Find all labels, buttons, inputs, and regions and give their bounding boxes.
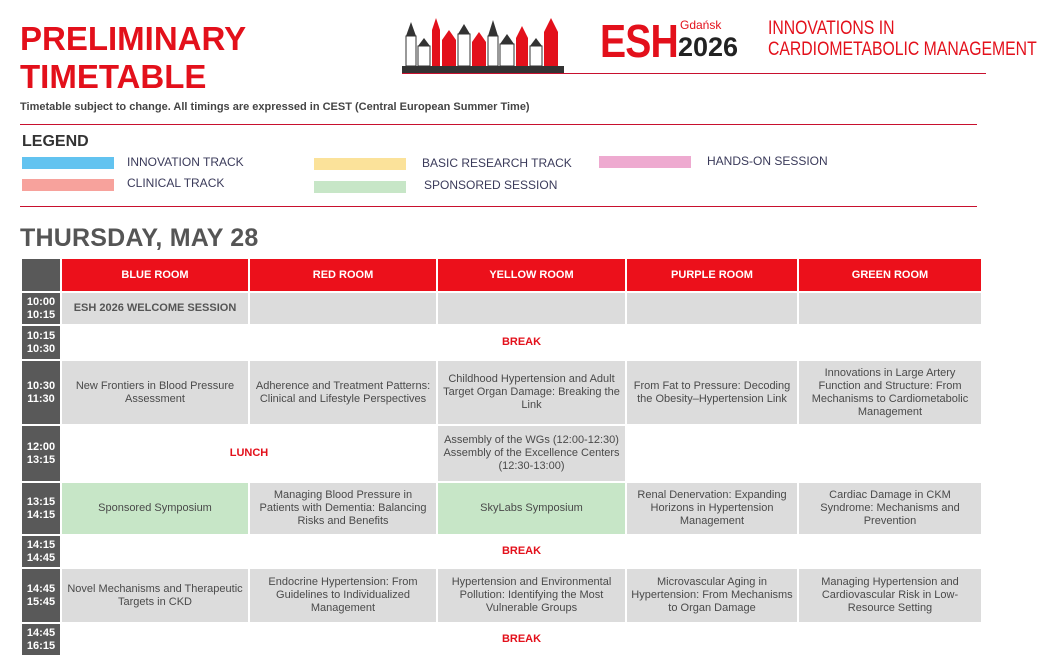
page-title [20, 20, 246, 96]
legend-bottom-divider [20, 206, 977, 207]
room-header-red: RED ROOM [249, 258, 437, 292]
session-cell[interactable]: Cardiac Damage in CKM Syndrome: Mechanisms and Prevention [798, 482, 982, 535]
assembly-excellence-centers: Assembly of the Excellence Centers (12:30-13:00) [443, 447, 620, 472]
assembly-wgs: Assembly of the WGs (12:00-12:30) [444, 434, 619, 446]
session-cell[interactable]: Adherence and Treatment Patterns: Clinical and Lifestyle Perspectives [249, 360, 437, 425]
empty-session-cell [626, 292, 798, 325]
session-cell[interactable]: Sponsored Symposium [61, 482, 249, 535]
table-row [21, 360, 982, 425]
logo-tagline-line-1: INNOVATIONS IN [768, 18, 895, 39]
legend-swatch-basic-research [314, 158, 406, 170]
session-cell[interactable]: New Frontiers in Blood Pressure Assessment [61, 360, 249, 425]
legend-swatch-clinical [22, 179, 114, 191]
logo-brand: ESH [600, 15, 678, 67]
empty-session-cell [798, 292, 982, 325]
legend-swatch-innovation [22, 157, 114, 169]
logo-tagline [768, 18, 1037, 60]
table-row [21, 425, 982, 482]
session-cell[interactable] [437, 425, 626, 482]
legend-label-clinical: CLINICAL TRACK [127, 176, 225, 190]
legend-swatch-sponsored [314, 181, 406, 193]
legend-label-innovation: INNOVATION TRACK [127, 155, 244, 169]
session-cell[interactable]: Managing Blood Pressure in Patients with Dementia: Balancing Risks and Benefits [249, 482, 437, 535]
empty-session-cell [437, 292, 626, 325]
session-cell[interactable]: From Fat to Pressure: Decoding the Obesity–Hypertension Link [626, 360, 798, 425]
title-line-1: PRELIMINARY [20, 20, 247, 57]
table-row [21, 325, 982, 360]
time-cell: 14:45 16:15 [21, 623, 61, 656]
session-cell[interactable]: Childhood Hypertension and Adult Target Organ Damage: Breaking the Link [437, 360, 626, 425]
lunch-label: LUNCH [61, 425, 437, 482]
session-cell[interactable]: Renal Denervation: Expanding Horizons in Hypertension Management [626, 482, 798, 535]
session-cell[interactable]: SkyLabs Symposium [437, 482, 626, 535]
day-heading: THURSDAY, MAY 28 [20, 224, 259, 252]
time-cell: 14:15 14:45 [21, 535, 61, 568]
logo-divider [402, 73, 986, 74]
welcome-session: ESH 2026 WELCOME SESSION [61, 292, 249, 325]
session-cell[interactable]: Hypertension and Environmental Pollution: Identifying the Most Vulnerable Groups [437, 568, 626, 623]
table-row [21, 623, 982, 656]
empty-session-cell [626, 425, 798, 482]
city-skyline-icon [402, 16, 564, 74]
room-header-blue: BLUE ROOM [61, 258, 249, 292]
room-header-green: GREEN ROOM [798, 258, 982, 292]
session-cell[interactable]: Endocrine Hypertension: From Guidelines to Individualized Management [249, 568, 437, 623]
break-label: BREAK [61, 325, 982, 360]
time-cell: 14:45 15:45 [21, 568, 61, 623]
header-corner [21, 258, 61, 292]
legend-label-hands-on: HANDS-ON SESSION [707, 154, 828, 168]
time-cell: 12:00 13:15 [21, 425, 61, 482]
session-cell[interactable]: Innovations in Large Artery Function and Structure: From Mechanisms to Cardiometabolic Management [798, 360, 982, 425]
time-cell: 10:00 10:15 [21, 292, 61, 325]
subtitle: Timetable subject to change. All timings are expressed in CEST (Central European Summer Time) [20, 101, 530, 113]
legend-label-basic-research: BASIC RESEARCH TRACK [422, 156, 572, 170]
time-cell: 13:15 14:15 [21, 482, 61, 535]
time-cell: 10:30 11:30 [21, 360, 61, 425]
break-label: BREAK [61, 535, 982, 568]
table-row [21, 292, 982, 325]
session-cell[interactable]: Microvascular Aging in Hypertension: From Mechanisms to Organ Damage [626, 568, 798, 623]
room-header-row [21, 258, 982, 292]
logo-year: 2026 [678, 32, 739, 62]
empty-session-cell [798, 425, 982, 482]
room-header-yellow: YELLOW ROOM [437, 258, 626, 292]
timetable [20, 257, 983, 657]
logo-city: Gdańsk [680, 18, 722, 32]
table-row [21, 482, 982, 535]
logo-tagline-line-2: CARDIOMETABOLIC MANAGEMENT [768, 39, 1037, 60]
break-label: BREAK [61, 623, 982, 656]
legend-label-sponsored: SPONSORED SESSION [424, 178, 558, 192]
session-cell[interactable]: Novel Mechanisms and Therapeutic Targets in CKD [61, 568, 249, 623]
time-cell: 10:15 10:30 [21, 325, 61, 360]
legend-title: LEGEND [22, 133, 89, 150]
room-header-purple: PURPLE ROOM [626, 258, 798, 292]
table-row [21, 535, 982, 568]
legend-swatch-hands-on [599, 156, 691, 168]
empty-session-cell [249, 292, 437, 325]
legend-top-divider [20, 124, 977, 125]
session-cell[interactable]: Managing Hypertension and Cardiovascular Risk in Low-Resource Setting [798, 568, 982, 623]
table-row [21, 568, 982, 623]
title-line-2: TIMETABLE [20, 58, 207, 95]
